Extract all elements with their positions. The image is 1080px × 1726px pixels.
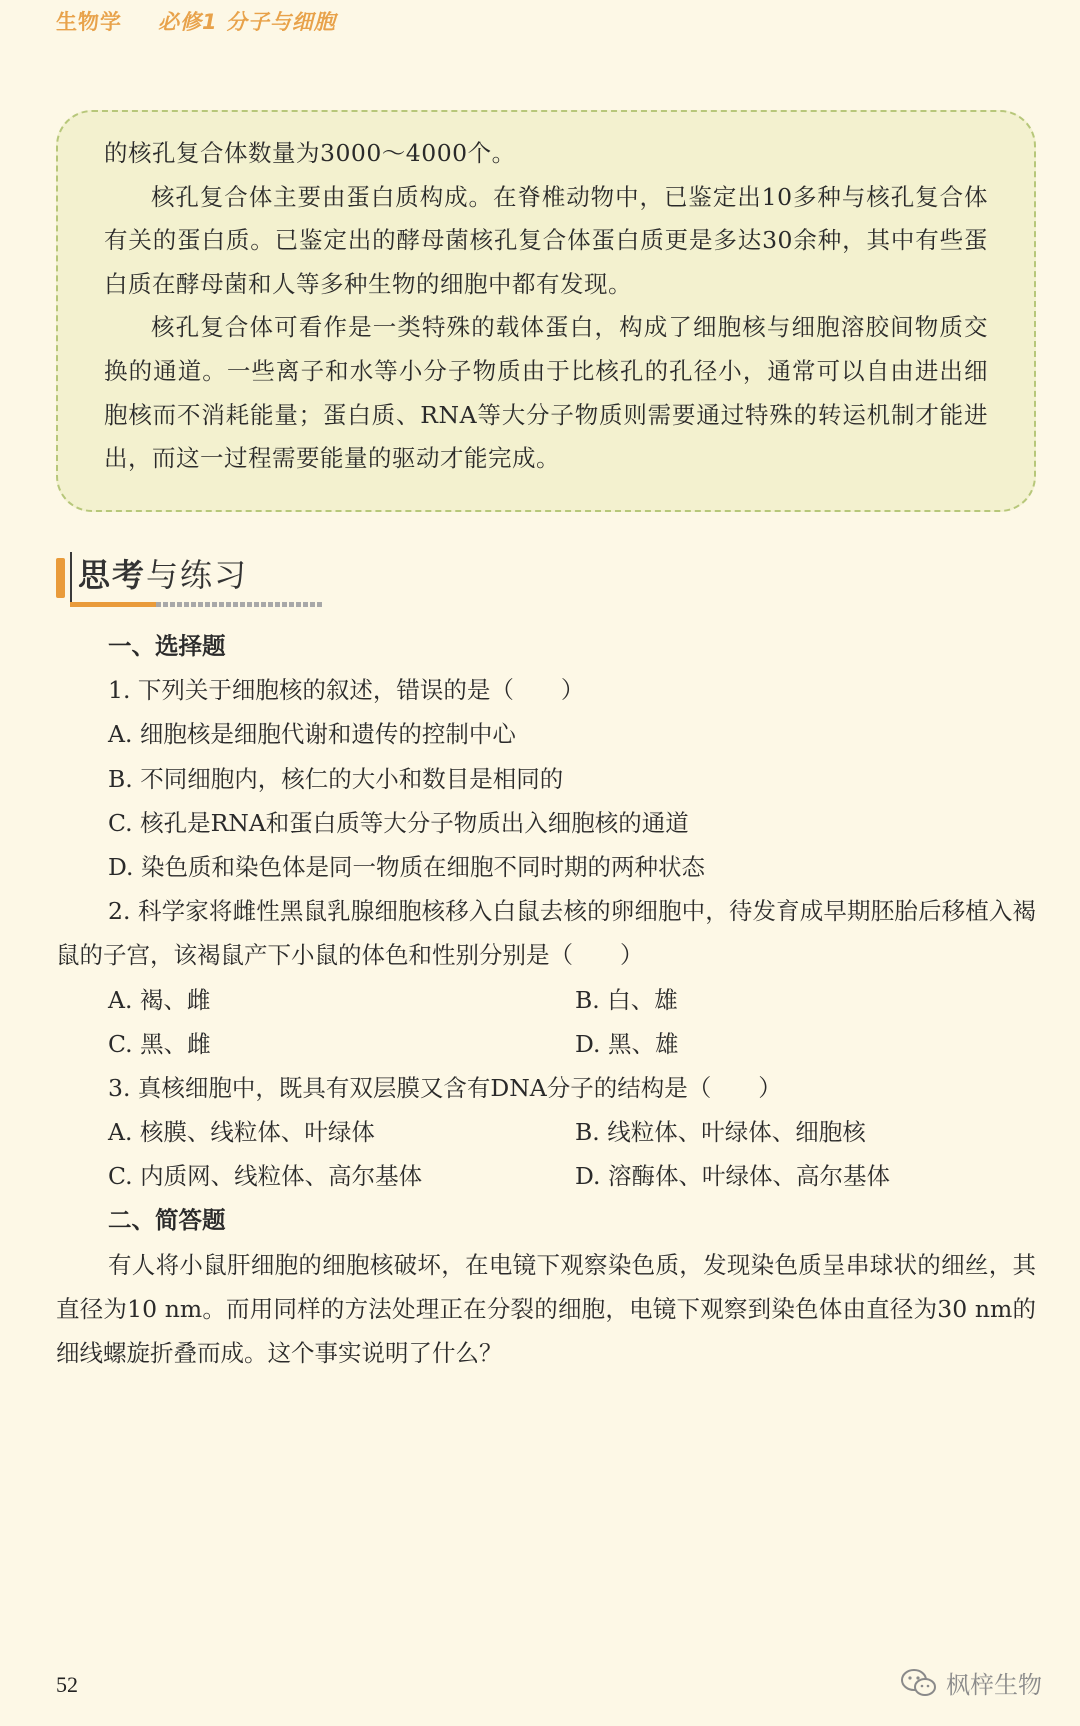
q2-row-2 [56, 1022, 1036, 1066]
wechat-icon [900, 1667, 938, 1699]
q1-option-a: A. 细胞核是细胞代谢和遗传的控制中心 [108, 720, 516, 749]
q2-option-a: A. 褐、雌 [108, 985, 211, 1014]
q3-row-1 [56, 1110, 1036, 1154]
q3-option-a: A. 核膜、线粒体、叶绿体 [108, 1118, 375, 1147]
q3-option-d: D. 溶酶体、叶绿体、高尔基体 [575, 1162, 890, 1191]
section-mark [56, 558, 65, 598]
short-answer-heading: 二、简答题 [108, 1206, 226, 1235]
q3-option-b: B. 线粒体、叶绿体、细胞核 [575, 1118, 866, 1147]
box-paragraph-3: 核孔复合体可看作是一类特殊的载体蛋白，构成了细胞核与细胞溶胶间物质交换的通道。一些离子和水等小分子物质由于比核孔的孔径小，通常可以自由进出细胞核而不消耗能量；蛋白质、RNA等大分子物质则需要通过特殊的转运机制才能进出，而这一过程需要能量的驱动才能完成。 [104, 313, 988, 473]
section-bar [70, 552, 72, 602]
q1-stem: 1. 下列关于细胞核的叙述，错误的是（ ） [108, 676, 585, 705]
watermark-text: 枫梓生物 [946, 1671, 1042, 1699]
section-title-rest: 与练习 [146, 556, 249, 594]
section-heading [56, 550, 272, 604]
q2-stem: 2. 科学家将雌性黑鼠乳腺细胞核移入白鼠去核的卵细胞中，待发育成早期胚胎后移植入褐鼠的子宫，该褐鼠产下小鼠的体色和性别分别是（ ） [56, 897, 1036, 970]
header-volume: 必修1 分子与细胞 [158, 10, 336, 34]
q2-option-c: C. 黑、雌 [108, 1029, 211, 1058]
page-number: 52 [56, 1672, 78, 1697]
q3-row-2 [56, 1154, 1036, 1198]
section-underline-orange [70, 602, 156, 607]
box-paragraph-2: 核孔复合体主要由蛋白质构成。在脊椎动物中，已鉴定出10多种与核孔复合体有关的蛋白质。已鉴定出的酵母菌核孔复合体蛋白质更是多达30余种，其中有些蛋白质在酵母菌和人等多种生物的细胞中都有发现。 [104, 182, 988, 298]
box-paragraph-1: 的核孔复合体数量为3000～4000个。 [104, 139, 516, 167]
section-title-bold: 思考 [78, 556, 147, 594]
q1-option-b: B. 不同细胞内，核仁的大小和数目是相同的 [108, 764, 564, 793]
q2-option-d: D. 黑、雄 [575, 1029, 679, 1058]
header-subject: 生物学 [56, 10, 122, 34]
choice-heading: 一、选择题 [108, 632, 226, 660]
short-answer-text: 有人将小鼠肝细胞的细胞核破坏，在电镜下观察染色质，发现染色质呈串球状的细丝，其直径为10 nm。而用同样的方法处理正在分裂的细胞，电镜下观察到染色体由直径为30 nm的细线螺旋折叠而成。这个事实说明了什么？ [56, 1250, 1036, 1368]
q3-stem: 3. 真核细胞中，既具有双层膜又含有DNA分子的结构是（ ） [108, 1073, 782, 1102]
q3-option-c: C. 内质网、线粒体、高尔基体 [108, 1162, 423, 1191]
watermark [900, 1665, 1042, 1700]
q1-option-d: D. 染色质和染色体是同一物质在细胞不同时期的两种状态 [108, 852, 705, 881]
q2-option-b: B. 白、雄 [575, 985, 678, 1014]
q1-option-c: C. 核孔是RNA和蛋白质等大分子物质出入细胞核的通道 [108, 808, 689, 837]
q2-row-1 [56, 978, 1036, 1022]
reading-box [56, 110, 1036, 512]
section-title [78, 550, 248, 596]
section-underline-gray [156, 602, 324, 607]
exercise-content [56, 624, 1036, 1375]
running-header [56, 6, 336, 36]
